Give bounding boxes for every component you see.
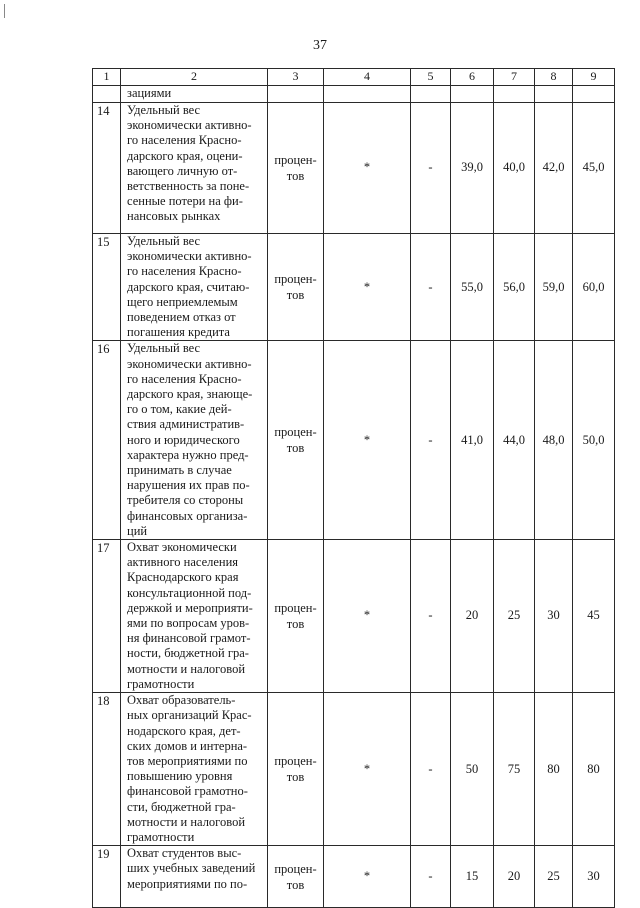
value-cell-c7: 44,0 [494, 341, 535, 540]
header-cell: 6 [451, 69, 494, 86]
indicator-name [121, 693, 268, 846]
row-number: 15 [93, 234, 121, 341]
indicator-name-line: Охват образователь- [127, 693, 236, 708]
header-cell: 7 [494, 69, 535, 86]
table-row [93, 234, 615, 341]
value-cell-c8: 59,0 [535, 234, 573, 341]
indicator-name-line: Охват экономически [127, 540, 237, 555]
value-cell-c7: 20 [494, 846, 535, 908]
value-cell-c9: 50,0 [573, 341, 615, 540]
value-cell-c7: 40,0 [494, 103, 535, 234]
unit-line: тов [286, 617, 305, 632]
unit-line: тов [286, 877, 305, 892]
unit-of-measure [268, 540, 324, 693]
indicator-name-line: вающего личную от- [127, 163, 238, 178]
indicator-name-line: дарского края, считаю- [127, 279, 250, 294]
value-cell-c8: 80 [535, 693, 573, 846]
unit-of-measure [268, 846, 324, 908]
indicator-name-line: грамотности [127, 676, 195, 691]
indicator-name-line: экономически активно- [127, 118, 252, 133]
value-cell-c8: 30 [535, 540, 573, 693]
indicator-name-line: повышению уровня [127, 769, 233, 784]
row-number: 16 [93, 341, 121, 540]
unit-line: процен- [274, 754, 317, 769]
indicator-name-line: ских домов и интерна- [127, 738, 248, 753]
indicator-name-line: ня финансовой грамот- [127, 631, 251, 646]
value-cell-c5: - [411, 693, 451, 846]
indicator-name-line: характера нужно пред- [127, 447, 249, 462]
value-cell-c5: - [411, 846, 451, 908]
indicator-name-line: мотности и налоговой [127, 661, 246, 676]
continuation-text: зациями [121, 86, 268, 103]
indicator-name-line: ных организаций Крас- [127, 708, 252, 723]
value-cell-c4: * [324, 540, 411, 693]
indicators-table [92, 68, 615, 908]
continuation-row [93, 86, 615, 103]
unit-of-measure [268, 103, 324, 234]
indicator-name-line: мероприятиями по по- [127, 876, 248, 891]
value-cell-c5: - [411, 234, 451, 341]
unit-line: процен- [274, 272, 317, 287]
indicator-name-line: Удельный вес [127, 341, 201, 356]
value-cell-c9: 60,0 [573, 234, 615, 341]
value-cell-c6: 41,0 [451, 341, 494, 540]
indicator-name-line: ями по вопросам уров- [127, 616, 250, 631]
value-cell-c9: 45 [573, 540, 615, 693]
header-cell: 4 [324, 69, 411, 86]
value-cell-c4: * [324, 103, 411, 234]
value-cell-c7: 75 [494, 693, 535, 846]
indicator-name-line: нансовых рынках [127, 209, 221, 224]
value-cell-c6: 55,0 [451, 234, 494, 341]
value-cell-c6: 50 [451, 693, 494, 846]
value-cell-c5: - [411, 103, 451, 234]
value-cell-c9: 80 [573, 693, 615, 846]
value-cell-c8: 25 [535, 846, 573, 908]
table-row [93, 103, 615, 234]
value-cell-c4: * [324, 846, 411, 908]
row-number: 18 [93, 693, 121, 846]
table-header-row [93, 69, 615, 86]
unit-line: процен- [274, 601, 317, 616]
indicator-name-line: тов мероприятиями по [127, 753, 248, 768]
value-cell-c4: * [324, 234, 411, 341]
value-cell-c4: * [324, 693, 411, 846]
indicator-name-line: активного населения [127, 555, 239, 570]
scan-edge-mark [4, 4, 5, 18]
indicator-name [121, 103, 268, 234]
indicator-name-line: финансовых организа- [127, 508, 248, 523]
table-body [93, 103, 615, 908]
indicator-name-line: ного и юридического [127, 432, 240, 447]
row-number: 17 [93, 540, 121, 693]
indicator-name-line: го о том, какие дей- [127, 402, 232, 417]
indicator-name-line: щего неприемлемым [127, 294, 238, 309]
header-cell: 9 [573, 69, 615, 86]
indicator-name-line: дарского края, оцени- [127, 148, 243, 163]
indicator-name-line: нодарского края, дет- [127, 723, 241, 738]
table-row [93, 341, 615, 540]
value-cell-c6: 20 [451, 540, 494, 693]
header-cell: 2 [121, 69, 268, 86]
indicator-name-line: го населения Красно- [127, 264, 242, 279]
indicator-name [121, 846, 268, 908]
indicator-name-line: Удельный вес [127, 103, 201, 117]
value-cell-c7: 56,0 [494, 234, 535, 341]
header-cell: 1 [93, 69, 121, 86]
indicator-name [121, 234, 268, 341]
table-row [93, 540, 615, 693]
indicator-name-line: принимать в случае [127, 463, 232, 478]
value-cell-c4: * [324, 341, 411, 540]
value-cell-c5: - [411, 341, 451, 540]
indicator-name-line: финансовой грамотно- [127, 784, 248, 799]
value-cell-c9: 30 [573, 846, 615, 908]
indicator-name-line: поведением отказ от [127, 310, 236, 325]
indicator-name-line: Удельный вес [127, 234, 201, 248]
indicator-name-line: грамотности [127, 829, 195, 844]
value-cell-c5: - [411, 540, 451, 693]
table-row [93, 693, 615, 846]
indicator-name-line: экономически активно- [127, 249, 252, 264]
header-cell: 3 [268, 69, 324, 86]
row-number: 14 [93, 103, 121, 234]
value-cell-c6: 39,0 [451, 103, 494, 234]
row-number: 19 [93, 846, 121, 908]
unit-line: процен- [274, 153, 317, 167]
header-cell: 5 [411, 69, 451, 86]
value-cell-c8: 48,0 [535, 341, 573, 540]
unit-line: процен- [274, 425, 317, 440]
value-cell-c8: 42,0 [535, 103, 573, 234]
indicator-name [121, 540, 268, 693]
unit-line: тов [286, 169, 305, 183]
indicator-name-line: ствия административ- [127, 417, 245, 432]
indicator-name-line: дарского края, знающе- [127, 387, 253, 402]
table-row [93, 846, 615, 908]
indicator-name-line: сенные потери на фи- [127, 194, 243, 209]
indicator-name-line: держкой и мероприяти- [127, 600, 253, 615]
indicator-name-line: требителя со стороны [127, 493, 244, 508]
indicator-name-line: ших учебных заведений [127, 861, 256, 876]
value-cell-c7: 25 [494, 540, 535, 693]
indicator-name-line: сти, бюджетной гра- [127, 799, 236, 814]
unit-of-measure [268, 341, 324, 540]
indicator-name-line: ветственность за понe- [127, 179, 250, 194]
indicator-name-line: го населения Красно- [127, 133, 242, 148]
indicator-name-line: экономически активно- [127, 356, 252, 371]
unit-line: тов [286, 441, 305, 456]
page-number: 37 [313, 38, 327, 53]
unit-of-measure [268, 693, 324, 846]
indicator-name-line: погашения кредита [127, 325, 230, 340]
indicator-name-line: Краснодарского края [127, 570, 239, 585]
indicator-name-line: Охват студентов выс- [127, 846, 242, 861]
header-cell: 8 [535, 69, 573, 86]
indicator-name-line: ций [127, 523, 148, 538]
indicator-name-line: консультационной под- [127, 585, 252, 600]
indicator-name-line: нарушения их прав по- [127, 478, 250, 493]
unit-line: тов [286, 288, 305, 303]
value-cell-c6: 15 [451, 846, 494, 908]
indicator-name-line: ности, бюджетной гра- [127, 646, 249, 661]
indicator-name-line: мотности и налоговой [127, 814, 246, 829]
indicator-name-line: го населения Красно- [127, 371, 242, 386]
unit-line: процен- [274, 861, 317, 876]
unit-of-measure [268, 234, 324, 341]
unit-line: тов [286, 770, 305, 785]
indicator-name [121, 341, 268, 540]
value-cell-c9: 45,0 [573, 103, 615, 234]
